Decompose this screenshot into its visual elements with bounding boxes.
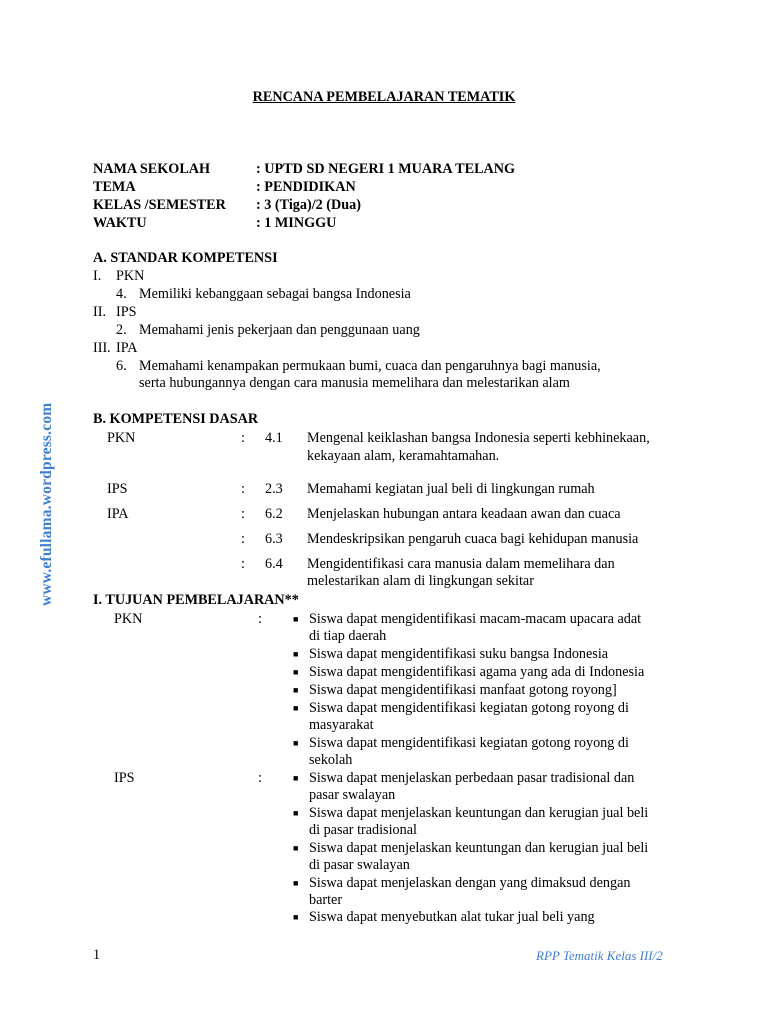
document-title: RENCANA PEMBELAJARAN TEMATIK bbox=[252, 89, 516, 105]
bullet-icon: ■ bbox=[293, 685, 299, 695]
item-number: 4. bbox=[116, 286, 127, 302]
colon: : bbox=[241, 556, 245, 572]
colon: : bbox=[258, 611, 262, 627]
item-text: Memahami kenampakan permukaan bumi, cuaca dan pengaruhnya bagi manusia, bbox=[139, 358, 601, 374]
item-text: Memiliki kebanggaan sebagai bangsa Indonesia bbox=[139, 286, 411, 302]
footer-caption: RPP Tematik Kelas III/2 bbox=[536, 948, 663, 963]
bullet-icon: ■ bbox=[293, 912, 299, 922]
objective-text: Siswa dapat mengidentifikasi macam-macam upacara adat bbox=[309, 611, 642, 627]
objective-text: Siswa dapat menjelaskan dengan yang dimaksud dengan bbox=[309, 875, 631, 891]
objective-text: Siswa dapat menyebutkan alat tukar jual beli yang bbox=[309, 909, 595, 925]
identity-value: : PENDIDIKAN bbox=[256, 179, 356, 195]
roman-numeral: I. bbox=[93, 268, 102, 284]
objective-text: Siswa dapat mengidentifikasi agama yang ada di Indonesia bbox=[309, 664, 645, 680]
subject-name: IPA bbox=[107, 506, 129, 522]
identity-label: KELAS /SEMESTER bbox=[93, 197, 226, 213]
identity-label: NAMA SEKOLAH bbox=[93, 161, 211, 177]
watermark: www.efullama.wordpress.com bbox=[38, 402, 55, 606]
identity-value: : UPTD SD NEGERI 1 MUARA TELANG bbox=[256, 161, 516, 177]
bullet-icon: ■ bbox=[293, 667, 299, 677]
kd-text: Memahami kegiatan jual beli di lingkungan rumah bbox=[307, 481, 595, 497]
bullet-icon: ■ bbox=[293, 808, 299, 818]
bullet-icon: ■ bbox=[293, 843, 299, 853]
colon: : bbox=[241, 481, 245, 497]
bullet-icon: ■ bbox=[293, 738, 299, 748]
bullet-icon: ■ bbox=[293, 703, 299, 713]
identity-value: : 3 (Tiga)/2 (Dua) bbox=[256, 197, 361, 213]
subject-name: PKN bbox=[116, 268, 145, 284]
objective-text: Siswa dapat mengidentifikasi manfaat gotong royong] bbox=[309, 682, 617, 698]
colon: : bbox=[241, 531, 245, 547]
objective-text: di tiap daerah bbox=[309, 628, 387, 644]
section-heading: A. STANDAR KOMPETENSI bbox=[93, 250, 278, 266]
bullet-icon: ■ bbox=[293, 614, 299, 624]
bullet-icon: ■ bbox=[293, 773, 299, 783]
bullet-icon: ■ bbox=[293, 878, 299, 888]
kd-code: 4.1 bbox=[265, 430, 283, 446]
kd-text: Mengidentifikasi cara manusia dalam memelihara dan bbox=[307, 556, 615, 572]
section-heading: B. KOMPETENSI DASAR bbox=[93, 411, 259, 427]
kd-text: Mendeskripsikan pengaruh cuaca bagi kehidupan manusia bbox=[307, 531, 639, 547]
subject-name: IPS bbox=[114, 770, 135, 786]
identity-label: TEMA bbox=[93, 179, 136, 195]
section-heading: I. TUJUAN PEMBELAJARAN** bbox=[93, 592, 299, 608]
objective-text: Siswa dapat menjelaskan keuntungan dan kerugian jual beli bbox=[309, 805, 649, 821]
identity-label: WAKTU bbox=[93, 215, 147, 231]
objective-text: Siswa dapat menjelaskan perbedaan pasar tradisional dan bbox=[309, 770, 635, 786]
kd-code: 2.3 bbox=[265, 481, 283, 497]
kd-code: 6.3 bbox=[265, 531, 283, 547]
objective-text: Siswa dapat mengidentifikasi suku bangsa Indonesia bbox=[309, 646, 609, 662]
roman-numeral: III. bbox=[93, 340, 111, 356]
colon: : bbox=[258, 770, 262, 786]
subject-name: PKN bbox=[107, 430, 136, 446]
subject-name: PKN bbox=[114, 611, 143, 627]
objective-text: di pasar tradisional bbox=[309, 822, 417, 838]
identity-value: : 1 MINGGU bbox=[256, 215, 337, 231]
page-number: 1 bbox=[93, 947, 101, 963]
item-text: serta hubungannya dengan cara manusia memelihara dan melestarikan alam bbox=[139, 375, 570, 391]
roman-numeral: II. bbox=[93, 304, 106, 320]
colon: : bbox=[241, 506, 245, 522]
subject-name: IPA bbox=[116, 340, 138, 356]
objective-text: pasar swalayan bbox=[309, 787, 396, 803]
objective-text: Siswa dapat mengidentifikasi kegiatan gotong royong di bbox=[309, 735, 629, 751]
kd-text: Menjelaskan hubungan antara keadaan awan dan cuaca bbox=[307, 506, 621, 522]
objective-text: barter bbox=[309, 892, 343, 908]
objective-text: masyarakat bbox=[309, 717, 374, 733]
item-number: 2. bbox=[116, 322, 127, 338]
objective-text: Siswa dapat mengidentifikasi kegiatan gotong royong di bbox=[309, 700, 629, 716]
kd-text: kekayaan alam, keramahtamahan. bbox=[307, 448, 500, 464]
bullet-icon: ■ bbox=[293, 649, 299, 659]
item-text: Memahami jenis pekerjaan dan penggunaan uang bbox=[139, 322, 420, 338]
objective-text: Siswa dapat menjelaskan keuntungan dan kerugian jual beli bbox=[309, 840, 649, 856]
kd-code: 6.4 bbox=[265, 556, 283, 572]
subject-name: IPS bbox=[107, 481, 128, 497]
kd-code: 6.2 bbox=[265, 506, 283, 522]
subject-name: IPS bbox=[116, 304, 137, 320]
objective-text: sekolah bbox=[309, 752, 353, 768]
item-number: 6. bbox=[116, 358, 127, 374]
colon: : bbox=[241, 430, 245, 446]
kd-text: Mengenal keiklashan bangsa Indonesia seperti kebhinekaan, bbox=[307, 430, 650, 446]
objective-text: di pasar swalayan bbox=[309, 857, 410, 873]
kd-text: melestarikan alam di lingkungan sekitar bbox=[307, 573, 534, 589]
